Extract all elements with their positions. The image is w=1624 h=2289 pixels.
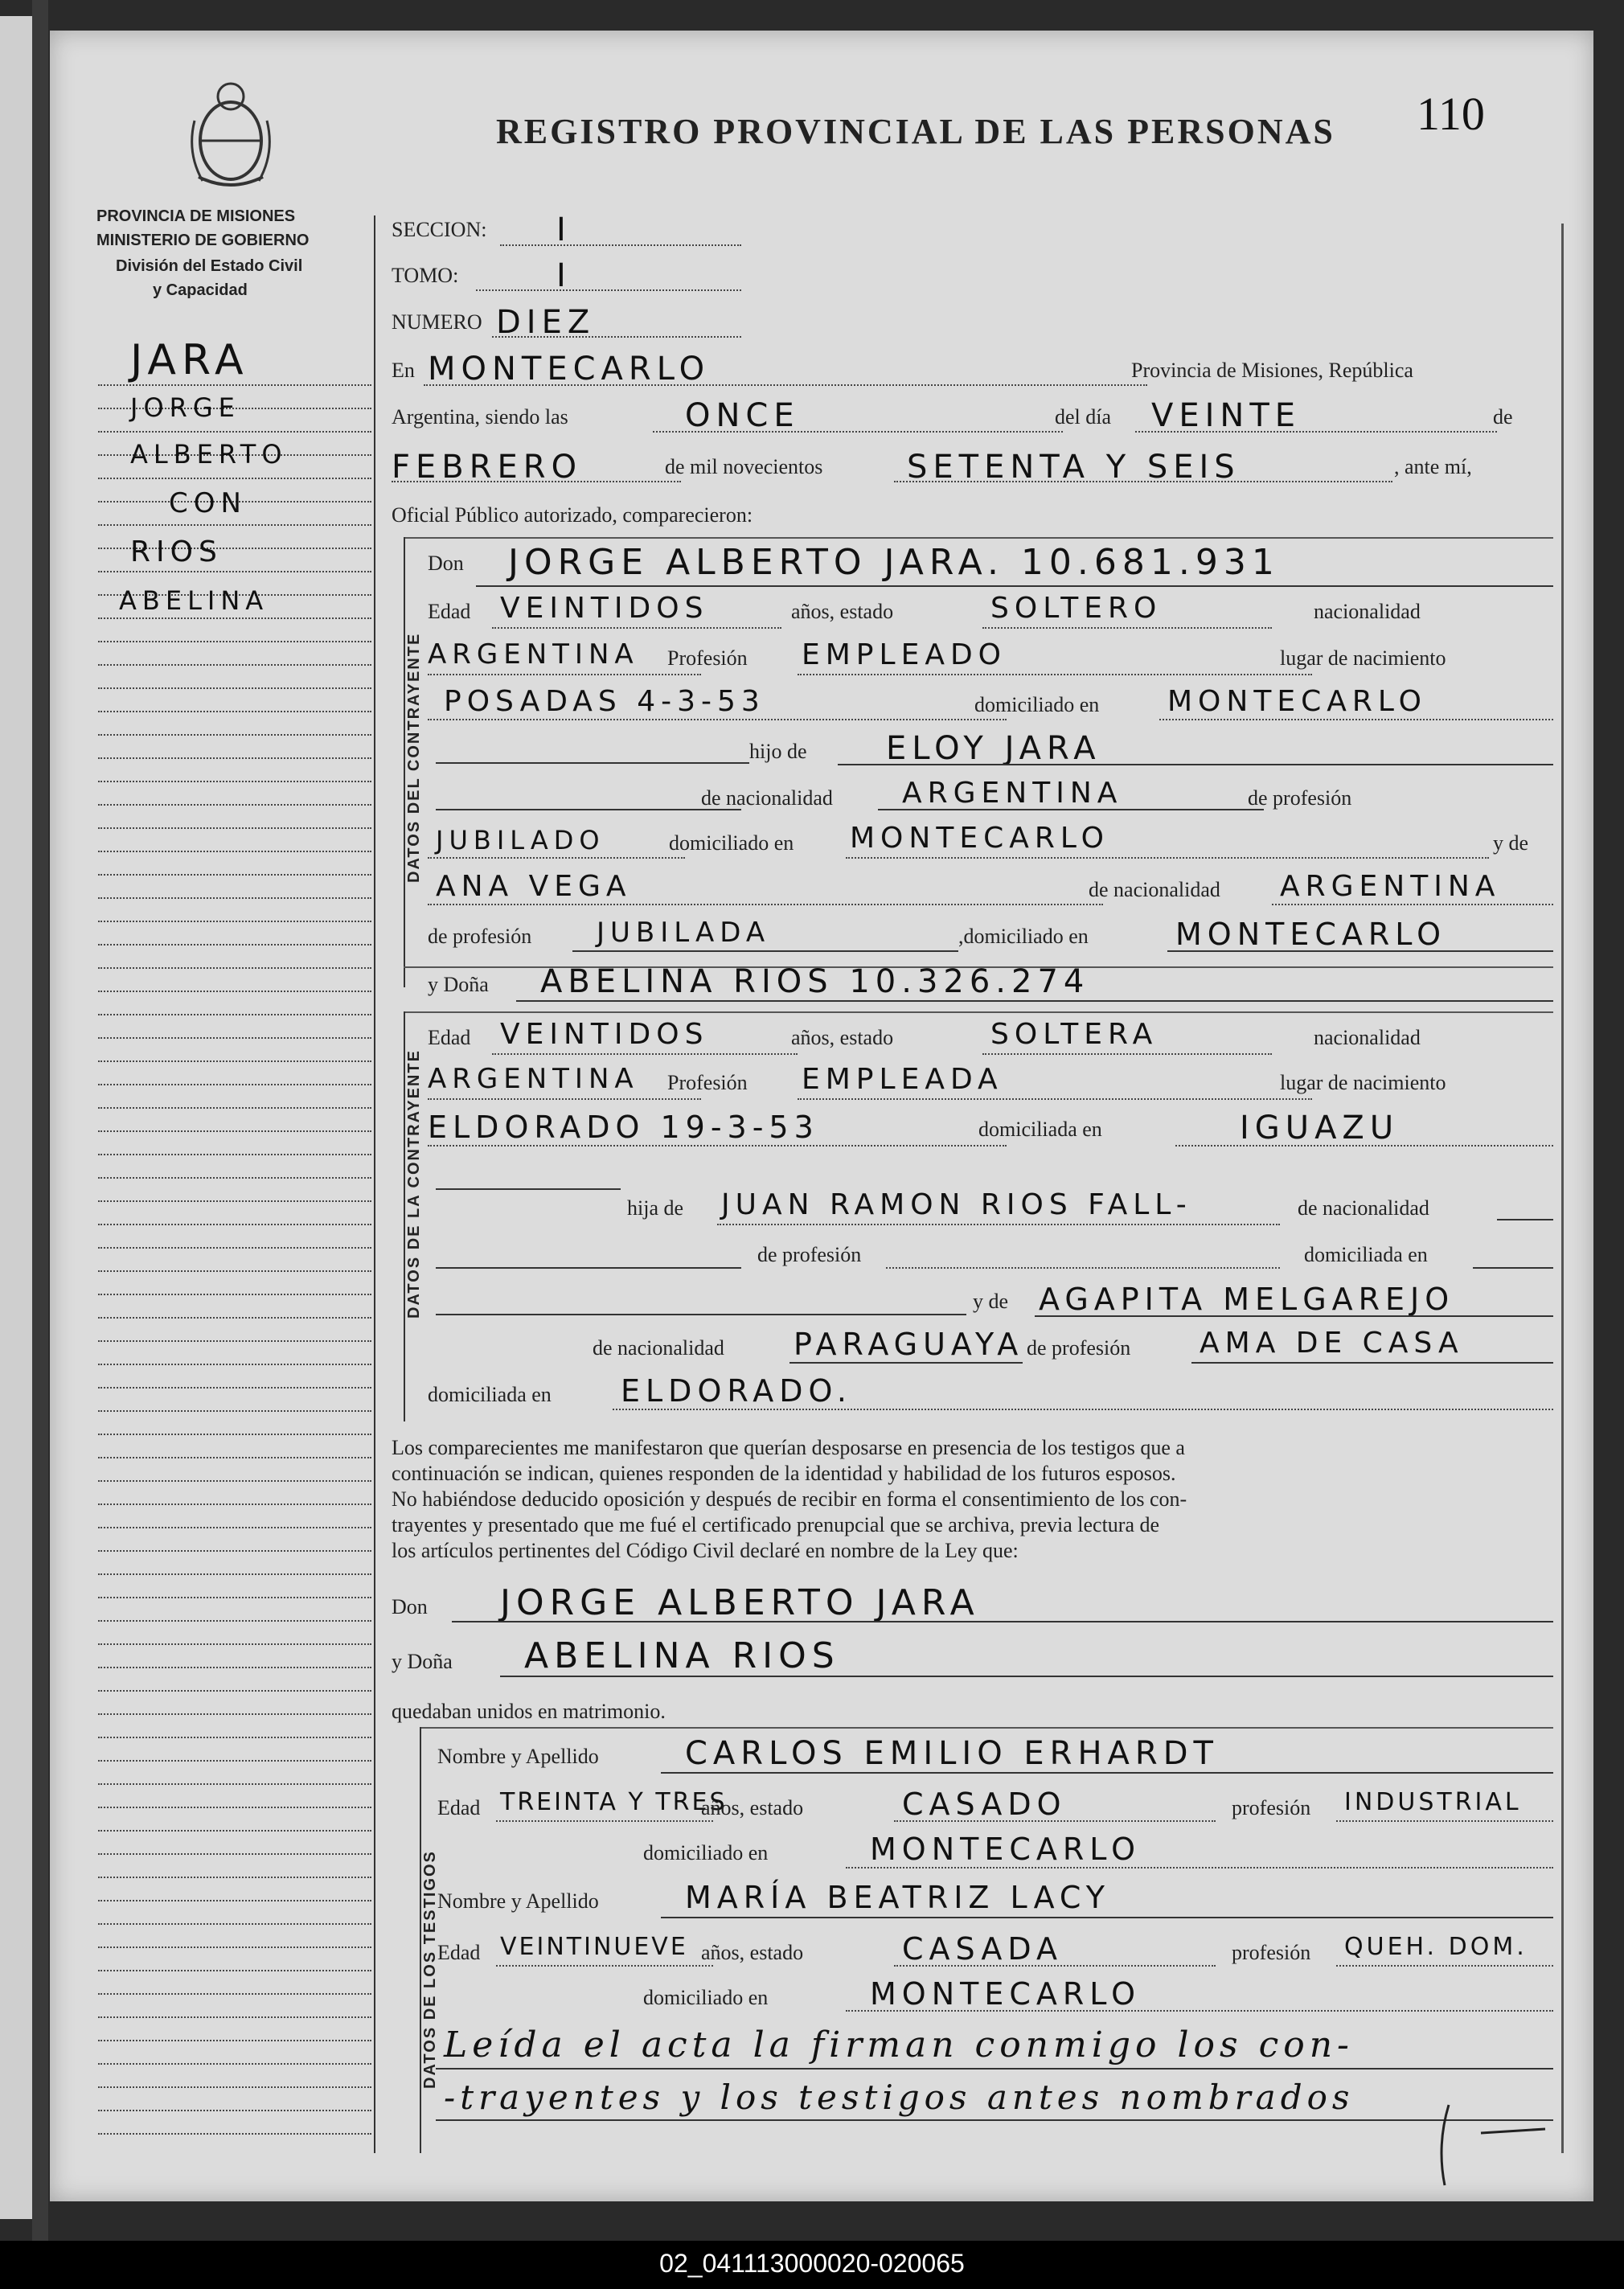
margin-rule bbox=[98, 1923, 371, 1925]
margin-rule bbox=[98, 1550, 371, 1552]
margin-rule bbox=[98, 1737, 371, 1738]
margin-rule bbox=[98, 687, 371, 689]
margin-rule bbox=[98, 1527, 371, 1528]
hour-line bbox=[653, 431, 1063, 433]
margin-name-5: ABELINA bbox=[119, 585, 269, 616]
groom-mother: ANA VEGA bbox=[436, 870, 632, 903]
folio-number: 110 bbox=[1417, 88, 1485, 140]
margin-rule bbox=[98, 2063, 371, 2065]
w1-nombre-label: Nombre y Apellido bbox=[437, 1745, 599, 1768]
decl-bride: ABELINA RIOS bbox=[524, 1635, 840, 1676]
groom-mother-prof-label: de profesión bbox=[428, 925, 532, 948]
margin-rule bbox=[98, 1177, 371, 1179]
groom-mother-nat: ARGENTINA bbox=[1280, 870, 1501, 903]
margin-rule bbox=[98, 757, 371, 759]
bride-profesion-label: Profesión bbox=[667, 1071, 748, 1094]
groom-name-line bbox=[476, 585, 1553, 587]
bride-age: VEINTIDOS bbox=[500, 1018, 709, 1051]
bride-side-label: DATOS DE LA CONTRAYENTE bbox=[405, 1049, 423, 1319]
margin-rule bbox=[98, 1877, 371, 1878]
w1-dom-line bbox=[846, 1867, 1553, 1869]
bride-mother-dom: ELDORADO. bbox=[621, 1373, 852, 1409]
margin-name-1: JORGE bbox=[130, 392, 240, 423]
groom-mother-nac-label: de nacionalidad bbox=[1089, 878, 1220, 901]
groom-father-dom: MONTECARLO bbox=[850, 822, 1109, 855]
bride-nacionalidad-label: nacionalidad bbox=[1314, 1026, 1421, 1049]
w1-edad-label: Edad bbox=[437, 1796, 481, 1819]
groom-father-blank bbox=[436, 809, 741, 810]
bride-y-de-label: y de bbox=[973, 1290, 1009, 1313]
margin-rule bbox=[98, 1783, 371, 1785]
w2-estado: CASADA bbox=[902, 1931, 1063, 1967]
margin-rule bbox=[98, 617, 371, 619]
margin-rule bbox=[98, 897, 371, 899]
margin-rule bbox=[98, 734, 371, 736]
groom-mother-prof-line bbox=[572, 950, 958, 952]
margin-name-3: CON bbox=[169, 487, 247, 519]
margin-rule bbox=[98, 991, 371, 992]
signature-stroke bbox=[1400, 2089, 1561, 2193]
margin-rule bbox=[98, 804, 371, 806]
declaration-line-1: Los comparecientes me manifestaron que querían desposarse en presencia de los testigos que a bbox=[392, 1436, 1185, 1459]
groom-father: ELOY JARA bbox=[886, 730, 1101, 767]
margin-rule bbox=[98, 1713, 371, 1715]
numero-line bbox=[492, 336, 741, 338]
year-value: SETENTA Y SEIS bbox=[907, 449, 1241, 486]
groom-nacionalidad-label: nacionalidad bbox=[1314, 600, 1421, 623]
groom-profession: EMPLEADO bbox=[802, 638, 1007, 671]
en-label: En bbox=[392, 359, 415, 382]
w2-name-line bbox=[661, 1917, 1553, 1918]
margin-rule bbox=[98, 1364, 371, 1365]
margin-rule bbox=[98, 524, 371, 526]
margin-rule bbox=[98, 1480, 371, 1482]
bride-father: JUAN RAMON RIOS FALL- bbox=[721, 1188, 1192, 1221]
margin-rule bbox=[98, 1200, 371, 1202]
margin-rule bbox=[98, 827, 371, 829]
day-line bbox=[1135, 431, 1497, 433]
bride-mother-prof: AMA DE CASA bbox=[1200, 1327, 1464, 1360]
bride-father-prof-label: de profesión bbox=[757, 1243, 862, 1266]
decl-dona-label: y Doña bbox=[392, 1650, 453, 1673]
bride-mother-line bbox=[1035, 1315, 1553, 1317]
groom-nationality: ARGENTINA bbox=[428, 638, 639, 671]
bride-nat-line bbox=[428, 1098, 701, 1100]
bride-mother-dom-line bbox=[613, 1409, 1553, 1410]
bride-top-rule bbox=[404, 1011, 1553, 1013]
de-mil-label: de mil novecientos bbox=[665, 455, 823, 478]
bride-mother-nat-line bbox=[789, 1362, 1023, 1364]
bride-father-nat-line bbox=[1497, 1219, 1553, 1220]
margin-rule bbox=[98, 384, 371, 386]
w1-age: TREINTA Y TRES bbox=[500, 1788, 728, 1816]
org-line-capacity: y Capacidad bbox=[153, 281, 248, 299]
w2-dom: MONTECARLO bbox=[870, 1976, 1142, 2012]
groom-mother-dom: MONTECARLO bbox=[1175, 917, 1447, 952]
month-line bbox=[392, 481, 681, 482]
bride-profession: EMPLEADA bbox=[802, 1063, 1003, 1096]
bride-estado: SOLTERA bbox=[990, 1018, 1159, 1051]
groom-blank-line bbox=[436, 762, 749, 764]
groom-mother-dom-line bbox=[1167, 950, 1553, 952]
bride-father-dom-blank bbox=[436, 1314, 966, 1315]
groom-top-rule bbox=[404, 537, 1553, 539]
margin-rule bbox=[98, 641, 371, 642]
margin-rule bbox=[98, 1410, 371, 1412]
w2-domiciliado-label: domiciliado en bbox=[643, 1986, 769, 2009]
margin-rule bbox=[98, 1107, 371, 1109]
w1-name-line bbox=[661, 1772, 1553, 1774]
bride-father-prof-line bbox=[886, 1267, 1280, 1269]
year-line bbox=[894, 481, 1392, 482]
bride-age-line bbox=[492, 1053, 798, 1055]
bride-hija-label: hija de bbox=[627, 1196, 684, 1220]
margin-rule bbox=[98, 874, 371, 876]
margin-divider bbox=[374, 215, 375, 2153]
bride-mother-dom-label: domiciliada en bbox=[428, 1383, 552, 1406]
groom-domicile: MONTECARLO bbox=[1167, 685, 1427, 718]
bride-father-nac-label: de nacionalidad bbox=[1298, 1196, 1429, 1220]
day-value: VEINTE bbox=[1151, 397, 1302, 434]
margin-rule bbox=[98, 1807, 371, 1808]
groom-dom-line bbox=[1159, 719, 1553, 720]
w2-prof: QUEH. DOM. bbox=[1344, 1933, 1528, 1961]
declaration-line-3: No habiéndose deducido oposición y después de recibir en forma el consentimiento de los con- bbox=[392, 1487, 1187, 1511]
groom-lugar-label: lugar de nacimiento bbox=[1280, 646, 1446, 670]
groom-name: JORGE ALBERTO JARA. 10.681.931 bbox=[508, 542, 1280, 583]
province-text: Provincia de Misiones, República bbox=[1131, 359, 1413, 382]
w2-dom-line bbox=[846, 2010, 1553, 2012]
margin-rule bbox=[98, 1970, 371, 1971]
groom-birth-line bbox=[428, 719, 1007, 720]
margin-rule bbox=[98, 664, 371, 666]
bride-father-nat-blank bbox=[436, 1267, 741, 1269]
w2-anos-estado: años, estado bbox=[701, 1941, 804, 1964]
bride-nationality: ARGENTINA bbox=[428, 1063, 639, 1095]
w1-dom: MONTECARLO bbox=[870, 1832, 1142, 1867]
w2-estado-line bbox=[894, 1965, 1216, 1967]
margin-rule bbox=[98, 431, 371, 433]
org-line-province: PROVINCIA DE MISIONES bbox=[96, 207, 296, 225]
groom-age-line bbox=[492, 627, 781, 629]
margin-rule bbox=[98, 1643, 371, 1645]
w2-name: MARÍA BEATRIZ LACY bbox=[685, 1880, 1110, 1915]
groom-father-dom-label: domiciliado en bbox=[669, 831, 794, 855]
w1-profesion-label: profesión bbox=[1232, 1796, 1311, 1819]
bride-estado-line bbox=[982, 1053, 1272, 1055]
bride-mother: AGAPITA MELGAREJO bbox=[1039, 1282, 1455, 1317]
bride-birth-line bbox=[428, 1145, 1007, 1147]
w1-anos-estado: años, estado bbox=[701, 1796, 804, 1819]
margin-rule bbox=[98, 1830, 371, 1832]
w2-prof-line bbox=[1336, 1965, 1553, 1967]
margin-rule bbox=[98, 1247, 371, 1249]
hour-value: ONCE bbox=[685, 397, 800, 434]
place-line bbox=[424, 384, 1147, 386]
seccion-value: I bbox=[556, 211, 572, 248]
book-spine bbox=[32, 0, 48, 2241]
bride-mother-prof-label: de profesión bbox=[1027, 1336, 1131, 1360]
del-dia-label: del día bbox=[1055, 405, 1112, 429]
bride-edad-label: Edad bbox=[428, 1026, 471, 1049]
tomo-line bbox=[476, 289, 741, 291]
margin-rule bbox=[98, 1154, 371, 1155]
groom-mother-prof: JUBILADA bbox=[597, 917, 771, 949]
decl-groom: JORGE ALBERTO JARA bbox=[500, 1582, 980, 1623]
bride-anos-estado: años, estado bbox=[791, 1026, 894, 1049]
w1-prof: INDUSTRIAL bbox=[1344, 1788, 1522, 1816]
handwritten-note-2: -trayentes y los testigos antes nombrados bbox=[444, 2078, 1355, 2117]
right-border-rule bbox=[1561, 224, 1564, 2153]
margin-rule bbox=[98, 1667, 371, 1668]
w1-estado: CASADO bbox=[902, 1786, 1067, 1822]
month-value: FEBRERO bbox=[392, 449, 583, 486]
margin-rule bbox=[98, 1573, 371, 1575]
groom-side-label: DATOS DEL CONTRAYENTE bbox=[405, 632, 423, 883]
groom-mother-dom-label: ,domiciliado en bbox=[958, 925, 1089, 948]
w2-age-line bbox=[496, 1965, 713, 1967]
bride-father-dom-line bbox=[1473, 1267, 1553, 1269]
groom-father-prof-line bbox=[428, 857, 685, 859]
image-caption: 02_041113000020-020065 bbox=[659, 2249, 965, 2278]
bride-lugar-label: lugar de nacimiento bbox=[1280, 1071, 1446, 1094]
margin-rule bbox=[98, 967, 371, 969]
margin-rule bbox=[98, 1224, 371, 1225]
margin-rule bbox=[98, 2040, 371, 2041]
groom-father-line bbox=[838, 764, 1553, 765]
decl-bride-line bbox=[500, 1676, 1553, 1677]
bride-prof-line bbox=[798, 1098, 1312, 1100]
declaration-line-4: trayentes y presentado que me fué el certificado prenupcial que se archiva, previa lectura de bbox=[392, 1513, 1160, 1536]
groom-don-label: Don bbox=[428, 552, 464, 575]
groom-father-dom-line bbox=[846, 857, 1489, 859]
tomo-value: I bbox=[556, 257, 572, 294]
bride-name: ABELINA RIOS 10.326.274 bbox=[540, 963, 1090, 1000]
declaration-line-2: continuación se indican, quienes responden de la identidad y habilidad de los futuros esposos. bbox=[392, 1462, 1176, 1485]
groom-nat-line bbox=[428, 674, 701, 675]
numero-value: DIEZ bbox=[496, 304, 596, 341]
margin-name-4: RIOS bbox=[130, 535, 223, 568]
witness-side-label: DATOS DE LOS TESTIGOS bbox=[421, 1850, 439, 2089]
argentina-text: Argentina, siendo las bbox=[392, 405, 568, 429]
w2-nombre-label: Nombre y Apellido bbox=[437, 1889, 599, 1913]
groom-de-nac-label: de nacionalidad bbox=[701, 786, 833, 810]
groom-mother-line bbox=[428, 904, 1103, 905]
margin-rule bbox=[98, 1037, 371, 1039]
groom-prof-line bbox=[798, 674, 1312, 675]
witness-top-rule bbox=[420, 1727, 1553, 1729]
bride-domicile: IGUAZU bbox=[1240, 1110, 1400, 1147]
w1-estado-line bbox=[894, 1820, 1216, 1822]
bride-dom-line bbox=[1175, 1145, 1553, 1147]
margin-rule bbox=[98, 1270, 371, 1272]
place-value: MONTECARLO bbox=[428, 351, 711, 388]
margin-rule bbox=[98, 1340, 371, 1342]
margin-rule bbox=[98, 571, 371, 572]
bride-name-line bbox=[516, 1000, 1553, 1002]
bride-birth: ELDORADO 19-3-53 bbox=[428, 1110, 819, 1145]
groom-father-nat-line bbox=[878, 809, 1264, 810]
declaration-line-5: los artículos pertinentes del Código Civil declaré en nombre de la Ley que: bbox=[392, 1539, 1019, 1562]
w1-name: CARLOS EMILIO ERHARDT bbox=[685, 1735, 1219, 1772]
margin-rule bbox=[98, 944, 371, 946]
bride-father-line bbox=[717, 1224, 1280, 1225]
tomo-label: TOMO: bbox=[392, 264, 459, 287]
w2-age: VEINTINUEVE bbox=[500, 1933, 688, 1961]
margin-rule bbox=[98, 851, 371, 852]
note-line-1 bbox=[436, 2068, 1553, 2070]
margin-name-2: ALBERTO bbox=[130, 439, 288, 470]
margin-rule bbox=[98, 781, 371, 782]
oficial-text: Oficial Público autorizado, comparecieron: bbox=[392, 503, 753, 527]
margin-rule bbox=[98, 921, 371, 922]
decl-closing: quedaban unidos en matrimonio. bbox=[392, 1700, 666, 1723]
margin-rule bbox=[98, 1457, 371, 1458]
w2-edad-label: Edad bbox=[437, 1941, 481, 1964]
margin-surname: JARA bbox=[130, 336, 249, 384]
numero-label: NUMERO bbox=[392, 310, 482, 334]
margin-rule bbox=[98, 1294, 371, 1295]
margin-rule bbox=[98, 2110, 371, 2111]
page-title: REGISTRO PROVINCIAL DE LAS PERSONAS bbox=[496, 112, 1335, 151]
margin-rule bbox=[98, 1130, 371, 1132]
groom-domiciliado-label: domiciliado en bbox=[974, 693, 1100, 716]
bride-blank-line bbox=[436, 1188, 621, 1190]
bride-father-dom-label: domiciliada en bbox=[1304, 1243, 1428, 1266]
margin-rule bbox=[98, 1760, 371, 1762]
margin-rule bbox=[98, 1853, 371, 1855]
org-line-ministry: MINISTERIO DE GOBIERNO bbox=[96, 232, 310, 249]
groom-de-prof-label: de profesión bbox=[1248, 786, 1352, 810]
margin-rule bbox=[98, 1317, 371, 1319]
seccion-line bbox=[500, 244, 741, 246]
margin-rule bbox=[98, 1690, 371, 1692]
register-page bbox=[50, 31, 1593, 2201]
decl-don-label: Don bbox=[392, 1595, 428, 1618]
margin-rule bbox=[98, 1014, 371, 1015]
de-label: de bbox=[1493, 405, 1513, 429]
adjacent-page-edge bbox=[0, 16, 32, 2219]
groom-father-prof: JUBILADO bbox=[436, 825, 605, 855]
handwritten-note-1: Leída el acta la firman conmigo los con- bbox=[444, 2024, 1354, 2065]
bride-mother-prof-line bbox=[1191, 1362, 1553, 1364]
margin-rule bbox=[98, 1503, 371, 1505]
bride-domiciliada-label: domiciliada en bbox=[978, 1118, 1102, 1141]
coat-of-arms-icon bbox=[182, 72, 279, 193]
margin-rule bbox=[98, 1946, 371, 1948]
margin-rule bbox=[98, 1387, 371, 1389]
margin-rule bbox=[98, 1434, 371, 1435]
margin-rule bbox=[98, 1900, 371, 1901]
margin-rule bbox=[98, 478, 371, 479]
margin-rule bbox=[98, 1597, 371, 1598]
bride-mother-nac-label: de nacionalidad bbox=[593, 1336, 724, 1360]
groom-edad-label: Edad bbox=[428, 600, 471, 623]
margin-rule bbox=[98, 1084, 371, 1085]
margin-rule bbox=[98, 2133, 371, 2135]
margin-rule bbox=[98, 2086, 371, 2088]
decl-groom-line bbox=[452, 1621, 1553, 1622]
w2-profesion-label: profesión bbox=[1232, 1941, 1311, 1964]
groom-birth: POSADAS 4-3-53 bbox=[444, 685, 765, 718]
margin-rule bbox=[98, 1620, 371, 1622]
w1-age-line bbox=[496, 1820, 713, 1822]
groom-estado-line bbox=[982, 627, 1272, 629]
w1-domiciliado-label: domiciliado en bbox=[643, 1841, 769, 1864]
groom-y-de-label: y de bbox=[1493, 831, 1529, 855]
margin-rule bbox=[98, 1993, 371, 1995]
org-line-division: División del Estado Civil bbox=[116, 257, 303, 275]
margin-rule bbox=[98, 1060, 371, 1062]
groom-profesion-label: Profesión bbox=[667, 646, 748, 670]
groom-age: VEINTIDOS bbox=[500, 592, 709, 625]
groom-anos-estado: años, estado bbox=[791, 600, 894, 623]
seccion-label: SECCION: bbox=[392, 218, 487, 241]
groom-hijo-label: hijo de bbox=[749, 740, 807, 763]
ante-mi-label: , ante mí, bbox=[1394, 455, 1472, 478]
bride-dona-label: y Doña bbox=[428, 973, 489, 996]
groom-father-nat: ARGENTINA bbox=[902, 777, 1123, 810]
note-line-2 bbox=[436, 2119, 1553, 2121]
margin-rule bbox=[98, 711, 371, 712]
groom-mother-nat-line bbox=[1272, 904, 1553, 905]
groom-estado: SOLTERO bbox=[990, 592, 1163, 625]
bride-mother-nat: PARAGUAYA bbox=[794, 1327, 1024, 1362]
w1-prof-line bbox=[1336, 1820, 1553, 1822]
margin-rule bbox=[98, 2016, 371, 2018]
